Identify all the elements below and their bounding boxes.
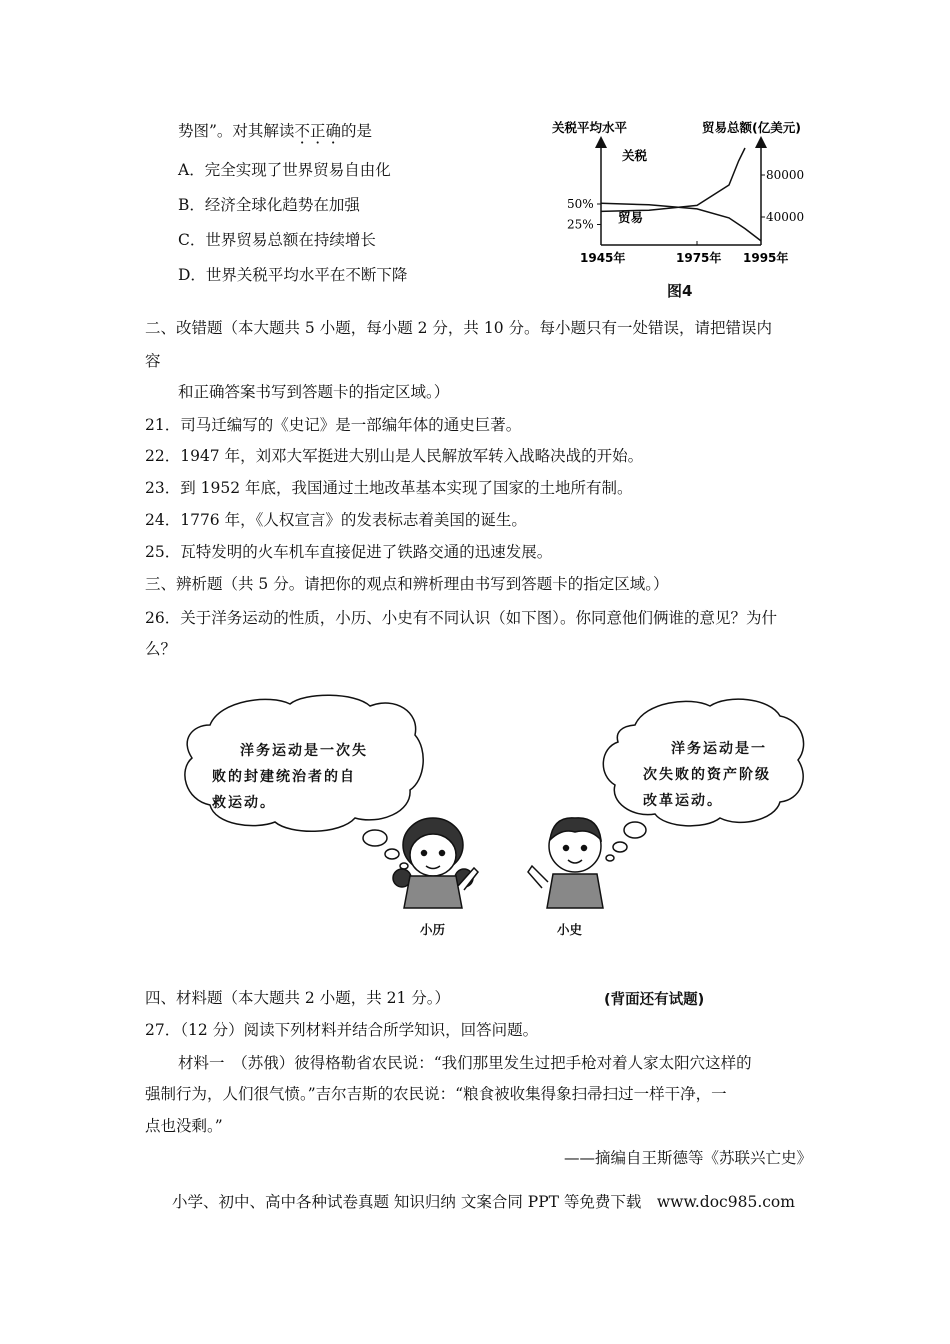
x-tick-label: 1975年 (676, 251, 722, 265)
q21: 21．司马迁编写的《史记》是一部编年体的通史巨著。 (145, 416, 522, 434)
q20-option-d: D．世界关税平均水平在不断下降 (178, 266, 408, 284)
x-tick-label: 1995年 (743, 251, 789, 265)
figure4-chart (540, 108, 840, 308)
back-page-note: (背面还有试题) (604, 992, 705, 1008)
y-right-tick-label: 80000 (766, 168, 805, 182)
y-left-tick-label: 50% (567, 197, 594, 211)
q20-option-a: A．完全实现了世界贸易自由化 (178, 161, 391, 179)
material1-source: ——摘编自王斯德等《苏联兴亡史》 (564, 1149, 813, 1167)
q24: 24．1776 年，《人权宣言》的发表标志着美国的诞生。 (145, 511, 527, 529)
series-label-tariff: 关税 (622, 148, 648, 163)
footer-text: 小学、初中、高中各种试卷真题 知识归纳 文案合同 PPT 等免费下载 www.doc985.com (172, 1193, 795, 1211)
right-bubble-line1: 洋务运动是一 (671, 741, 767, 757)
q26-line2: 么？ (145, 640, 177, 658)
material1-line2: 强制行为，人们很气愤。”吉尔吉斯的农民说：“粮食被收集得象扫帚扫过一样干净，一 (145, 1085, 727, 1103)
y-right-label: 贸易总额(亿美元) (702, 120, 801, 135)
section3-heading: 三、辨析题（共 5 分。请把你的观点和辨析理由书写到答题卡的指定区域。） (145, 575, 669, 593)
left-character-name: 小历 (420, 922, 446, 937)
right-character-name: 小史 (557, 922, 583, 937)
section2-heading-line3: 和正确答案书写到答题卡的指定区域。） (178, 383, 450, 401)
q20-stem-before: 势图”。对其解读 (178, 122, 295, 140)
q23: 23．到 1952 年底，我国通过土地改革基本实现了国家的土地所有制。 (145, 479, 633, 497)
right-bubble-line3: 改革运动。 (643, 793, 723, 809)
section4-heading: 四、材料题（本大题共 2 小题，共 21 分。） (145, 989, 451, 1007)
right-bubble-line2: 次失败的资产阶级 (643, 767, 771, 783)
q20-stem (178, 121, 372, 141)
left-bubble-line3: 救运动。 (212, 795, 276, 811)
y-left-tick-label: 25% (567, 217, 594, 232)
section2-heading-line2: 容 (145, 352, 161, 370)
figure4-caption: 图4 (667, 282, 693, 300)
q20-option-b: B．经济全球化趋势在加强 (178, 196, 360, 214)
left-bubble-text (212, 738, 368, 816)
q20-emph-3: 确 (325, 122, 341, 140)
y-right-tick-label: 40000 (766, 210, 805, 224)
q27: 27．（12 分）阅读下列材料并结合所学知识，回答问题。 (145, 1021, 539, 1039)
boy-figure (528, 818, 603, 908)
q20-option-c: C．世界贸易总额在持续增长 (178, 231, 376, 249)
right-bubble-text (643, 736, 771, 814)
material1-line1: 材料一 （苏俄）彼得格勒省农民说：“我们那里发生过把手枪对着人家太阳穴这样的 (178, 1054, 752, 1072)
q20-stem-after: 的是 (340, 122, 372, 140)
chart-marks (567, 148, 804, 265)
cartoon-illustration (170, 690, 810, 950)
q22: 22．1947 年，刘邓大军挺进大别山是人民解放军转入战略决战的开始。 (145, 447, 644, 465)
left-bubble-line2: 败的封建统治者的自 (212, 769, 356, 785)
q20-emph-1: 不 (294, 122, 310, 140)
q26-line1: 26．关于洋务运动的性质，小历、小史有不同认识（如下图）。你同意他们俩谁的意见？为什 (145, 609, 777, 627)
q20-emph-2: 正 (309, 122, 326, 140)
left-bubble-line1: 洋务运动是一次失 (240, 743, 368, 759)
x-tick-label: 1945年 (580, 251, 626, 265)
material1-line3: 点也没剩。” (145, 1117, 223, 1135)
series-label-trade: 贸易 (618, 210, 644, 225)
q25: 25．瓦特发明的火车机车直接促进了铁路交通的迅速发展。 (145, 543, 553, 561)
y-left-label: 关税平均水平 (552, 120, 628, 135)
section2-heading-line1: 二、改错题（本大题共 5 小题，每小题 2 分，共 10 分。每小题只有一处错误，请把错误内 (145, 319, 773, 337)
